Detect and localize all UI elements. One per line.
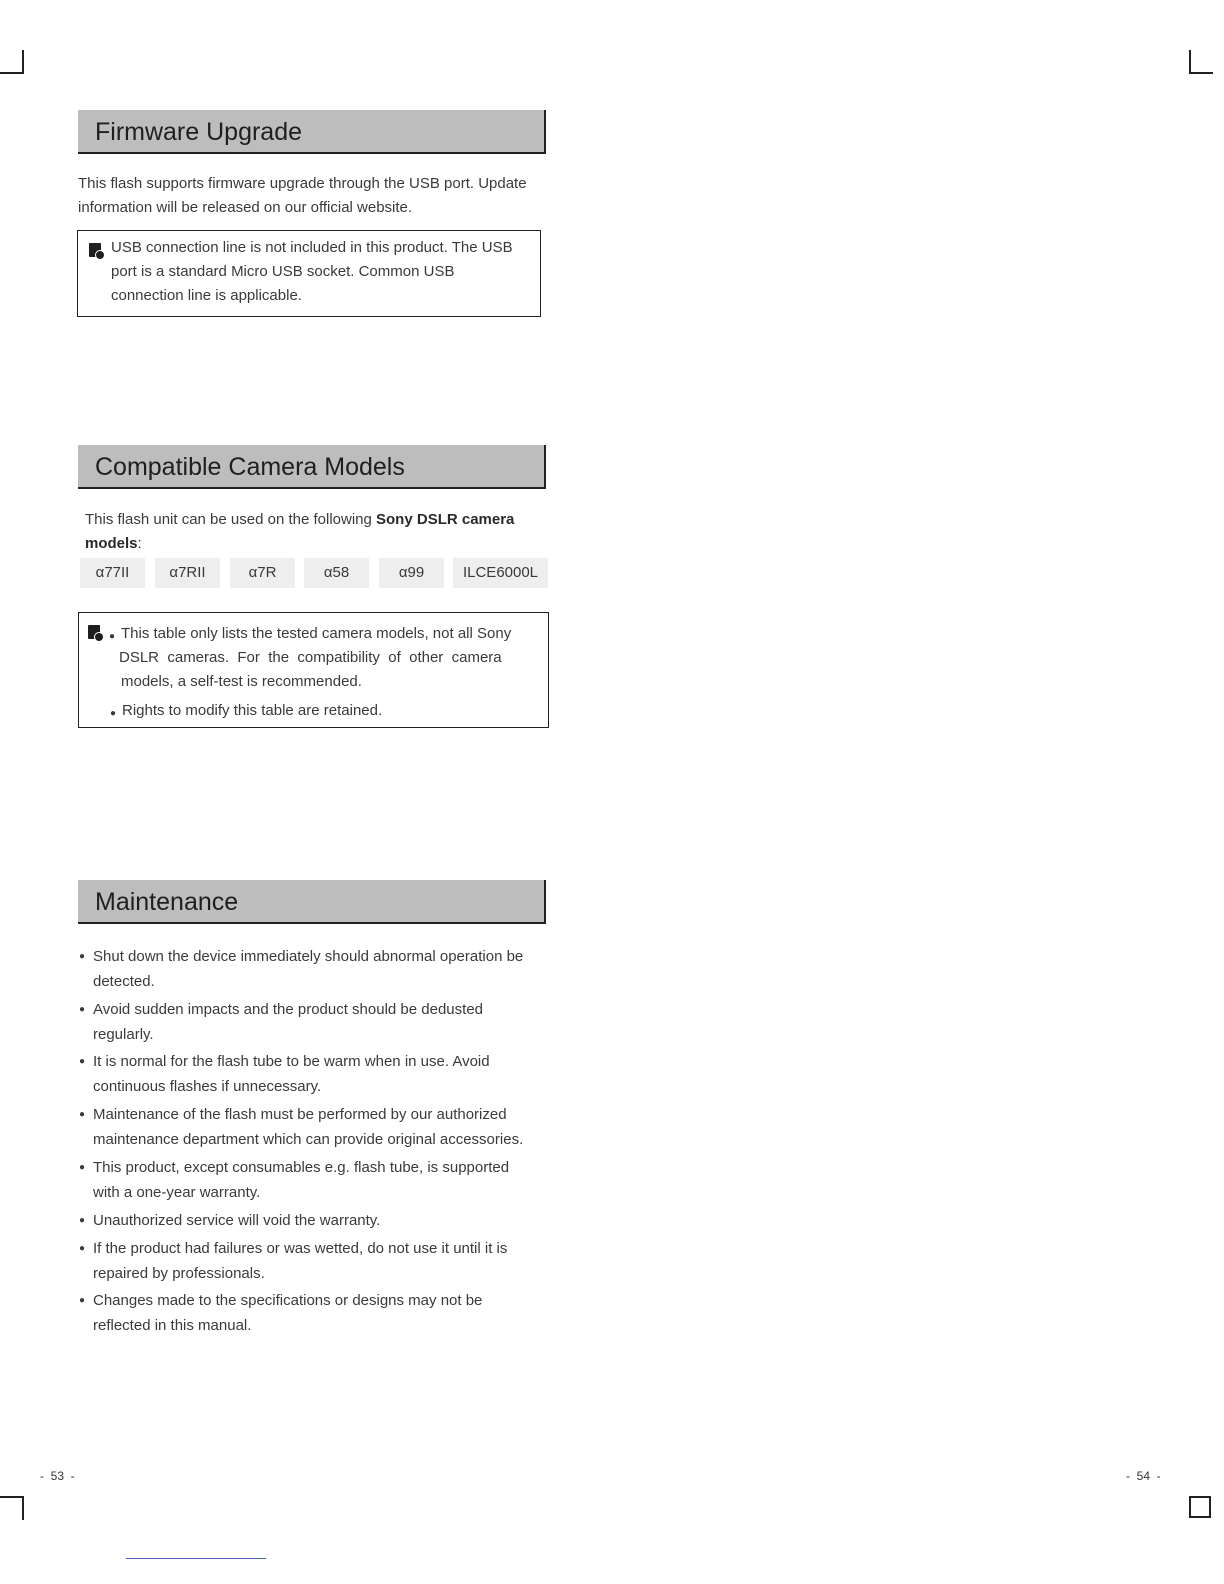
page-number-right: - 54 - bbox=[1126, 1469, 1161, 1483]
compatible-intro bbox=[85, 508, 545, 556]
firmware-note-line3: connection line is applicable. bbox=[111, 287, 302, 304]
bullet-icon: ● bbox=[79, 1162, 86, 1173]
maintenance-item-line2: maintenance department which can provide original accessories. bbox=[93, 1131, 524, 1148]
maintenance-heading bbox=[78, 880, 546, 924]
maintenance-item-line1: Maintenance of the flash must be performed by our authorized bbox=[93, 1106, 507, 1123]
maintenance-item bbox=[79, 1236, 549, 1286]
note-icon bbox=[88, 625, 100, 639]
compatible-note-box bbox=[78, 612, 549, 728]
crop-mark-bottom-right bbox=[1189, 1496, 1211, 1518]
compatible-note1-line3: models, a self-test is recommended. bbox=[121, 673, 362, 690]
firmware-body-line2: information will be released on our official website. bbox=[78, 199, 413, 216]
crop-mark-top-left bbox=[0, 50, 24, 74]
compatible-note-item bbox=[121, 622, 533, 694]
bullet-icon: ● bbox=[79, 951, 86, 962]
compatible-note-item bbox=[122, 699, 534, 723]
firmware-body-line1: This flash supports firmware upgrade through the USB port. Update bbox=[78, 175, 527, 192]
camera-model-chip: α99 bbox=[379, 558, 444, 588]
bullet-icon: ● bbox=[79, 1109, 86, 1120]
maintenance-item-line2: reflected in this manual. bbox=[93, 1317, 252, 1334]
crop-mark-top-right bbox=[1189, 50, 1213, 74]
maintenance-item-line2: repaired by professionals. bbox=[93, 1265, 265, 1282]
maintenance-item-line1: Changes made to the specifications or designs may not be bbox=[93, 1292, 483, 1309]
firmware-heading-text: Firmware Upgrade bbox=[95, 118, 303, 146]
compatible-intro-prefix: This flash unit can be used on the following bbox=[85, 511, 377, 528]
maintenance-item-line2: regularly. bbox=[93, 1026, 154, 1043]
note-icon bbox=[89, 243, 101, 257]
camera-model-chip: α7R bbox=[230, 558, 295, 588]
firmware-note-line2: port is a standard Micro USB socket. Common USB bbox=[111, 263, 455, 280]
maintenance-item bbox=[79, 1208, 549, 1233]
firmware-note-line1: USB connection line is not included in this product. The USB bbox=[111, 239, 513, 256]
maintenance-item-line2: detected. bbox=[93, 973, 155, 990]
compatible-intro-suffix: : bbox=[137, 535, 142, 552]
camera-model-chip: α77II bbox=[80, 558, 145, 588]
maintenance-item bbox=[79, 997, 549, 1047]
maintenance-item bbox=[79, 1155, 549, 1205]
link-underline bbox=[126, 1558, 266, 1559]
compatible-note1-line1: This table only lists the tested camera models, not all Sony bbox=[121, 625, 512, 642]
maintenance-heading-text: Maintenance bbox=[95, 888, 239, 916]
maintenance-item bbox=[79, 944, 549, 994]
maintenance-item-line1: It is normal for the flash tube to be warm when in use. Avoid bbox=[93, 1053, 490, 1070]
compatible-intro-bold1: Sony DSLR camera bbox=[376, 511, 515, 528]
camera-model-chip: α58 bbox=[304, 558, 369, 588]
bullet-icon: ● bbox=[79, 1215, 86, 1226]
camera-model-chip: ILCE6000L bbox=[453, 558, 548, 588]
maintenance-item bbox=[79, 1102, 549, 1152]
compatible-heading bbox=[78, 445, 546, 489]
maintenance-item-line1: Avoid sudden impacts and the product should be dedusted bbox=[93, 1001, 483, 1018]
page-number-left: - 53 - bbox=[40, 1469, 75, 1483]
maintenance-item bbox=[79, 1288, 549, 1338]
bullet-icon: ● bbox=[79, 1295, 86, 1306]
maintenance-item-line2: with a one-year warranty. bbox=[93, 1184, 261, 1201]
maintenance-item-line1: This product, except consumables e.g. flash tube, is supported bbox=[93, 1159, 510, 1176]
compatible-intro-bold2: models bbox=[85, 535, 138, 552]
maintenance-item-line1: Unauthorized service will void the warranty. bbox=[93, 1212, 381, 1229]
crop-mark-bottom-left bbox=[0, 1496, 24, 1520]
maintenance-item-line1: Shut down the device immediately should abnormal operation be bbox=[93, 948, 524, 965]
compatible-note2: Rights to modify this table are retained. bbox=[122, 702, 383, 719]
firmware-note-text bbox=[111, 236, 536, 308]
bullet-icon: ● bbox=[79, 1243, 86, 1254]
maintenance-item-line1: If the product had failures or was wetted, do not use it until it is bbox=[93, 1240, 508, 1257]
compatible-note1-line2: DSLR cameras. For the compatibility of other camera bbox=[119, 649, 502, 666]
maintenance-item bbox=[79, 1049, 549, 1099]
firmware-body bbox=[78, 172, 527, 220]
bullet-icon: ● bbox=[79, 1004, 86, 1015]
maintenance-item-line2: continuous flashes if unnecessary. bbox=[93, 1078, 322, 1095]
camera-model-chip: α7RII bbox=[155, 558, 220, 588]
bullet-icon: ● bbox=[79, 1056, 86, 1067]
compatible-heading-text: Compatible Camera Models bbox=[95, 453, 405, 481]
firmware-note-box bbox=[77, 230, 541, 317]
firmware-heading bbox=[78, 110, 546, 154]
